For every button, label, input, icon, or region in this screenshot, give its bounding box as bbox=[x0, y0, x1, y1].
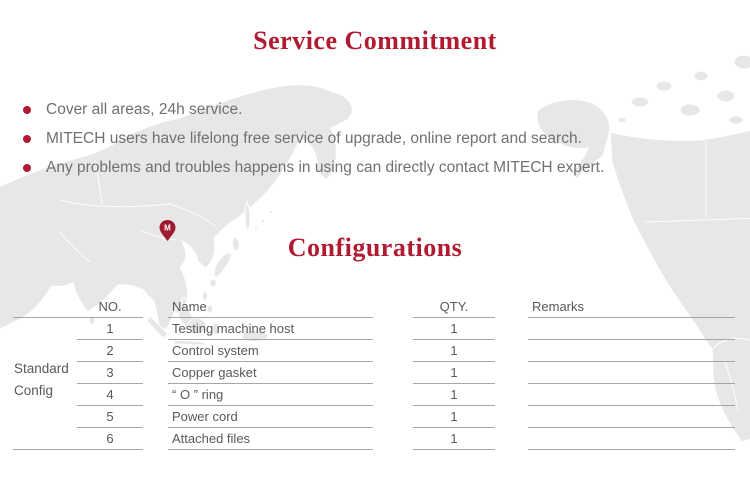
group-cell bbox=[13, 318, 77, 340]
cell-remarks bbox=[528, 318, 735, 340]
cell-no: 6 bbox=[77, 428, 143, 450]
bullet-dot-icon bbox=[23, 106, 31, 114]
bullet-dot-icon bbox=[23, 135, 31, 143]
col-header-remarks: Remarks bbox=[528, 296, 735, 318]
col-header-no: NO. bbox=[77, 296, 143, 318]
bullet-dot-icon bbox=[23, 164, 31, 172]
gap bbox=[143, 340, 168, 362]
service-bullet-text: Cover all areas, 24h service. bbox=[46, 100, 243, 118]
cell-qty: 1 bbox=[413, 340, 495, 362]
service-bullet-item bbox=[23, 124, 604, 153]
cell-remarks bbox=[528, 406, 735, 428]
cell-name: Testing machine host bbox=[168, 318, 373, 340]
cell-remarks bbox=[528, 384, 735, 406]
service-bullet-text: Any problems and troubles happens in using can directly contact MITECH expert. bbox=[46, 158, 605, 176]
gap bbox=[143, 296, 168, 318]
gap bbox=[495, 340, 528, 362]
gap bbox=[143, 428, 168, 450]
group-cell bbox=[13, 384, 77, 406]
group-label-line2: Config bbox=[14, 383, 54, 398]
gap bbox=[495, 362, 528, 384]
gap bbox=[495, 406, 528, 428]
cell-name: Copper gasket bbox=[168, 362, 373, 384]
gap bbox=[373, 406, 413, 428]
gap bbox=[373, 296, 413, 318]
col-header-qty: QTY. bbox=[413, 296, 495, 318]
gap bbox=[495, 384, 528, 406]
group-cell bbox=[13, 406, 77, 428]
service-bullet-list bbox=[23, 95, 604, 182]
pin-letter: M bbox=[164, 223, 171, 233]
cell-name: Control system bbox=[168, 340, 373, 362]
configurations-title: Configurations bbox=[287, 233, 463, 262]
cell-qty: 1 bbox=[413, 318, 495, 340]
cell-qty: 1 bbox=[413, 384, 495, 406]
cell-name: “ O ” ring bbox=[168, 384, 373, 406]
cell-no: 1 bbox=[77, 318, 143, 340]
cell-name: Power cord bbox=[168, 406, 373, 428]
col-header-name: Name bbox=[168, 296, 373, 318]
cell-qty: 1 bbox=[413, 362, 495, 384]
group-label-line1: Standard bbox=[14, 361, 69, 376]
cell-no: 3 bbox=[77, 362, 143, 384]
service-commitment-title: Service Commitment bbox=[253, 26, 497, 55]
cell-no: 4 bbox=[77, 384, 143, 406]
cell-remarks bbox=[528, 362, 735, 384]
group-header-cell bbox=[13, 296, 77, 318]
gap bbox=[373, 428, 413, 450]
service-bullet-text: MITECH users have lifelong free service of upgrade, online report and search. bbox=[46, 129, 582, 147]
gap bbox=[143, 362, 168, 384]
gap bbox=[495, 318, 528, 340]
gap bbox=[495, 428, 528, 450]
gap bbox=[495, 296, 528, 318]
gap bbox=[143, 318, 168, 340]
gap bbox=[373, 340, 413, 362]
cell-name: Attached files bbox=[168, 428, 373, 450]
gap bbox=[143, 384, 168, 406]
cell-qty: 1 bbox=[413, 406, 495, 428]
group-cell bbox=[13, 428, 77, 450]
gap bbox=[373, 362, 413, 384]
gap bbox=[373, 384, 413, 406]
service-bullet-item bbox=[23, 153, 604, 182]
configurations-table bbox=[13, 296, 735, 450]
gap bbox=[373, 318, 413, 340]
service-bullet-item bbox=[23, 95, 604, 124]
cell-remarks bbox=[528, 340, 735, 362]
gap bbox=[143, 406, 168, 428]
cell-no: 2 bbox=[77, 340, 143, 362]
group-cell bbox=[13, 340, 77, 362]
cell-qty: 1 bbox=[413, 428, 495, 450]
cell-no: 5 bbox=[77, 406, 143, 428]
group-cell bbox=[13, 362, 77, 384]
cell-remarks bbox=[528, 428, 735, 450]
